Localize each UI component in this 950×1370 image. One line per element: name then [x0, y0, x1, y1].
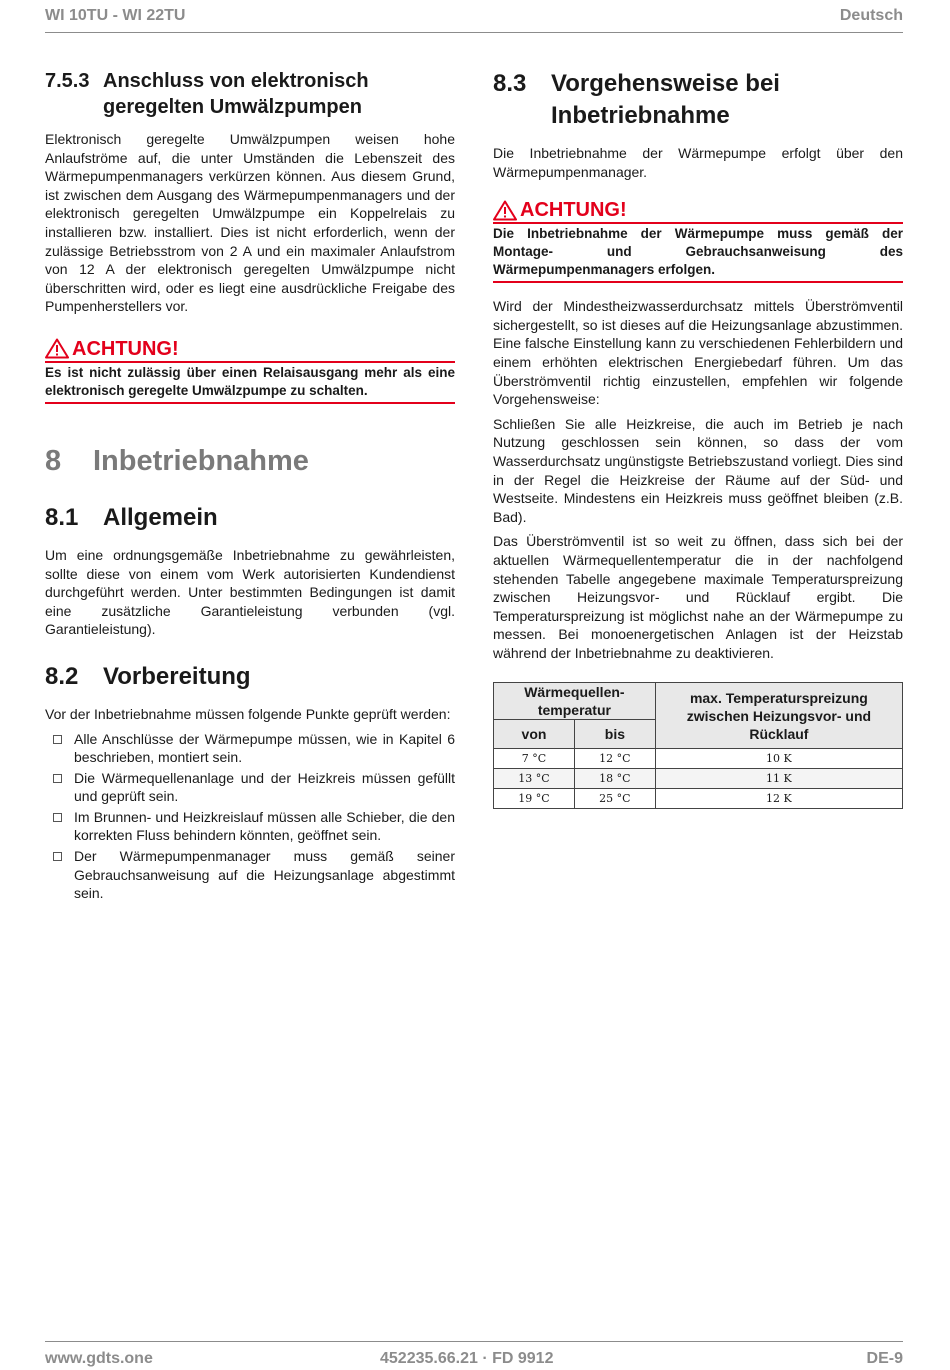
chapter-heading [45, 442, 455, 480]
square-bullet-icon [53, 813, 62, 822]
header-model: WI 10TU - WI 22TU [45, 7, 186, 24]
chapter-title: Inbetriebnahme [93, 444, 309, 477]
table-cell-spread: 10 K [655, 749, 902, 769]
warning-text: Die Inbetriebnahme der Wärmepumpe muss gemäß der Montage- und Gebrauchsanweisung des Wärmepumpenmanagers erfolgen. [493, 226, 903, 278]
section-number: 8.2 [45, 662, 79, 690]
list-item-text: Der Wärmepumpenmanager muss gemäß seiner Gebrauchsanweisung auf die Heizungsanlage abgestimmt sein. [74, 848, 455, 902]
right-column [493, 68, 903, 809]
warning-title-text: ACHTUNG! [72, 337, 179, 360]
warning-title [45, 338, 455, 360]
section-title: Allgemein [103, 503, 218, 531]
footer-document-number: 452235.66.21 · FD 9912 [380, 1350, 554, 1367]
table-cell-from: 19 °C [494, 789, 575, 809]
paragraph-overflow-valve: Wird der Mindestheizwasserdurchsatz mittels Überströmventil sichergestellt, so ist dieses auf die Heizungsanlage abzustimmen. Eine falsche Einstellung kann zu verschiedenen Fehlerbildern und einem erhöhten elektrischen Energiebedarf führen. Um das Überströmventil richtig einzustellen, empfehlen wir folgende Vorgehensweise: [493, 298, 903, 408]
warning-triangle-icon [493, 200, 517, 221]
section-8-3-intro: Die Inbetriebnahme der Wärmepumpe erfolgt über den Wärmepumpenmanager. [493, 145, 903, 180]
header-language: Deutsch [839, 7, 903, 24]
section-title: Anschluss von elektronisch geregelten Umwälzpumpen [103, 70, 369, 118]
temperature-spread-table [493, 682, 903, 809]
table-cell-from: 7 °C [494, 749, 575, 769]
warning-box [493, 199, 903, 283]
section-7-5-3-text: Elektronisch geregelte Umwälzpumpen weisen hohe Anlaufströme auf, die unter Umständen die Lebenszeit des Wärmepumpenmanagers verkürzen können. Aus diesem Grund, ist zwischen dem Ausgang des Wärmepumpenmanagers und der elektronisch geregelten Umwälzpumpe ein Koppelrelais zu installieren bzw. installiert. Dies ist nicht erforderlich, wenn der zulässige Betriebsstrom von 2 A und ein maximaler Anlaufstrom von 12 A der elektronisch geregelten Umwälzpumpe nicht überschritten wird, oder es liegt eine ausdrückliche Freigabe des Pumpenherstellers vor. [45, 131, 455, 315]
section-number: 8.1 [45, 503, 79, 531]
table-cell-to: 25 °C [574, 789, 655, 809]
section-8-1-heading [45, 502, 455, 534]
table-cell-spread: 12 K [655, 789, 902, 809]
table-header-from: von [494, 720, 575, 749]
list-item-text: Im Brunnen- und Heizkreislauf müssen alle Schieber, die den korrekten Fluss behindern könnten, geöffnet sein. [74, 808, 455, 844]
table-header-source: Wärmequellen-temperatur [494, 683, 656, 720]
table-row [494, 769, 903, 789]
list-item-text: Die Wärmequellenanlage und der Heizkreis müssen gefüllt und geprüft sein. [74, 769, 455, 805]
warning-title-text: ACHTUNG! [520, 199, 627, 222]
section-8-2-intro: Vor der Inbetriebnahme müssen folgende Punkte geprüft werden: [45, 705, 451, 722]
chapter-number: 8 [45, 444, 62, 477]
section-title: Vorgehensweise bei Inbetriebnahme [551, 70, 780, 129]
table-cell-to: 12 °C [574, 749, 655, 769]
warning-triangle-icon [45, 338, 69, 359]
paragraph-open-valve: Das Überströmventil ist so weit zu öffnen, dass sich bei der aktuellen Wärmequellentemperatur die in der nachfolgend stehenden Tabelle angegebene maximale Temperaturspreizung zwischen Heizungsvor- und Rücklauf ergibt. Die Temperaturspreizung ist möglichst nahe an der Wärmepumpe zu messen. Bei monoenergetischen Anlagen ist der Heizstab während der Inbetriebnahme zu deaktivieren. [493, 533, 903, 661]
list-item [45, 769, 455, 806]
list-item [45, 730, 455, 767]
footer-page-number: DE-9 [866, 1350, 903, 1367]
paragraph-close-circuits: Schließen Sie alle Heizkreise, die auch im Betrieb je nach Nutzung geschlossen sein können, so dass der vom Wasserdurchsatz ungünstigste Betriebszustand vorliegt. Dies sind in der Regel die Heizkreise der Räume auf der Süd- und Westseite. Mindestens ein Heizkreis muss geöffnet bleiben (z.B. Bad). [493, 415, 903, 525]
table-row [494, 789, 903, 809]
list-item-text: Alle Anschlüsse der Wärmepumpe müssen, wie in Kapitel 6 beschrieben, montiert sein. [74, 730, 455, 766]
square-bullet-icon [53, 774, 62, 783]
warning-rule-bottom [493, 281, 903, 283]
section-7-5-3-heading [45, 68, 455, 120]
table-cell-spread: 11 K [655, 769, 902, 789]
footer-divider [45, 1341, 903, 1342]
section-title: Vorbereitung [103, 662, 251, 690]
section-8-2-heading [45, 661, 455, 693]
footer-website: www.gdts.one [45, 1350, 153, 1367]
square-bullet-icon [53, 735, 62, 744]
left-column [45, 68, 455, 905]
table-row [494, 749, 903, 769]
table-header-spread: max. Temperaturspreizung zwischen Heizungsvor- und Rücklauf [655, 683, 902, 749]
section-8-3-heading [493, 68, 903, 132]
table-cell-to: 18 °C [574, 769, 655, 789]
warning-text: Es ist nicht zulässig über einen Relaisausgang mehr als eine elektronisch geregelte Umwälzpumpe zu schalten. [45, 364, 455, 398]
list-item [45, 847, 455, 903]
list-item [45, 808, 455, 845]
warning-title [493, 199, 903, 221]
checklist [45, 730, 455, 903]
section-8-1-text: Um eine ordnungsgemäße Inbetriebnahme zu gewährleisten, sollte diese von einem vom Werk autorisierten Kundendienst durchgeführt werden. Unter bestimmten Bedingungen ist damit eine zusätzliche Garantieleistung verbunden (vgl. Garantieleistung). [45, 546, 455, 638]
square-bullet-icon [53, 852, 62, 861]
table-cell-from: 13 °C [494, 769, 575, 789]
warning-box [45, 338, 455, 404]
section-number: 8.3 [493, 70, 527, 97]
header-divider [45, 32, 903, 33]
table-header-to: bis [574, 720, 655, 749]
warning-rule-bottom [45, 402, 455, 404]
section-number: 7.5.3 [45, 70, 90, 92]
